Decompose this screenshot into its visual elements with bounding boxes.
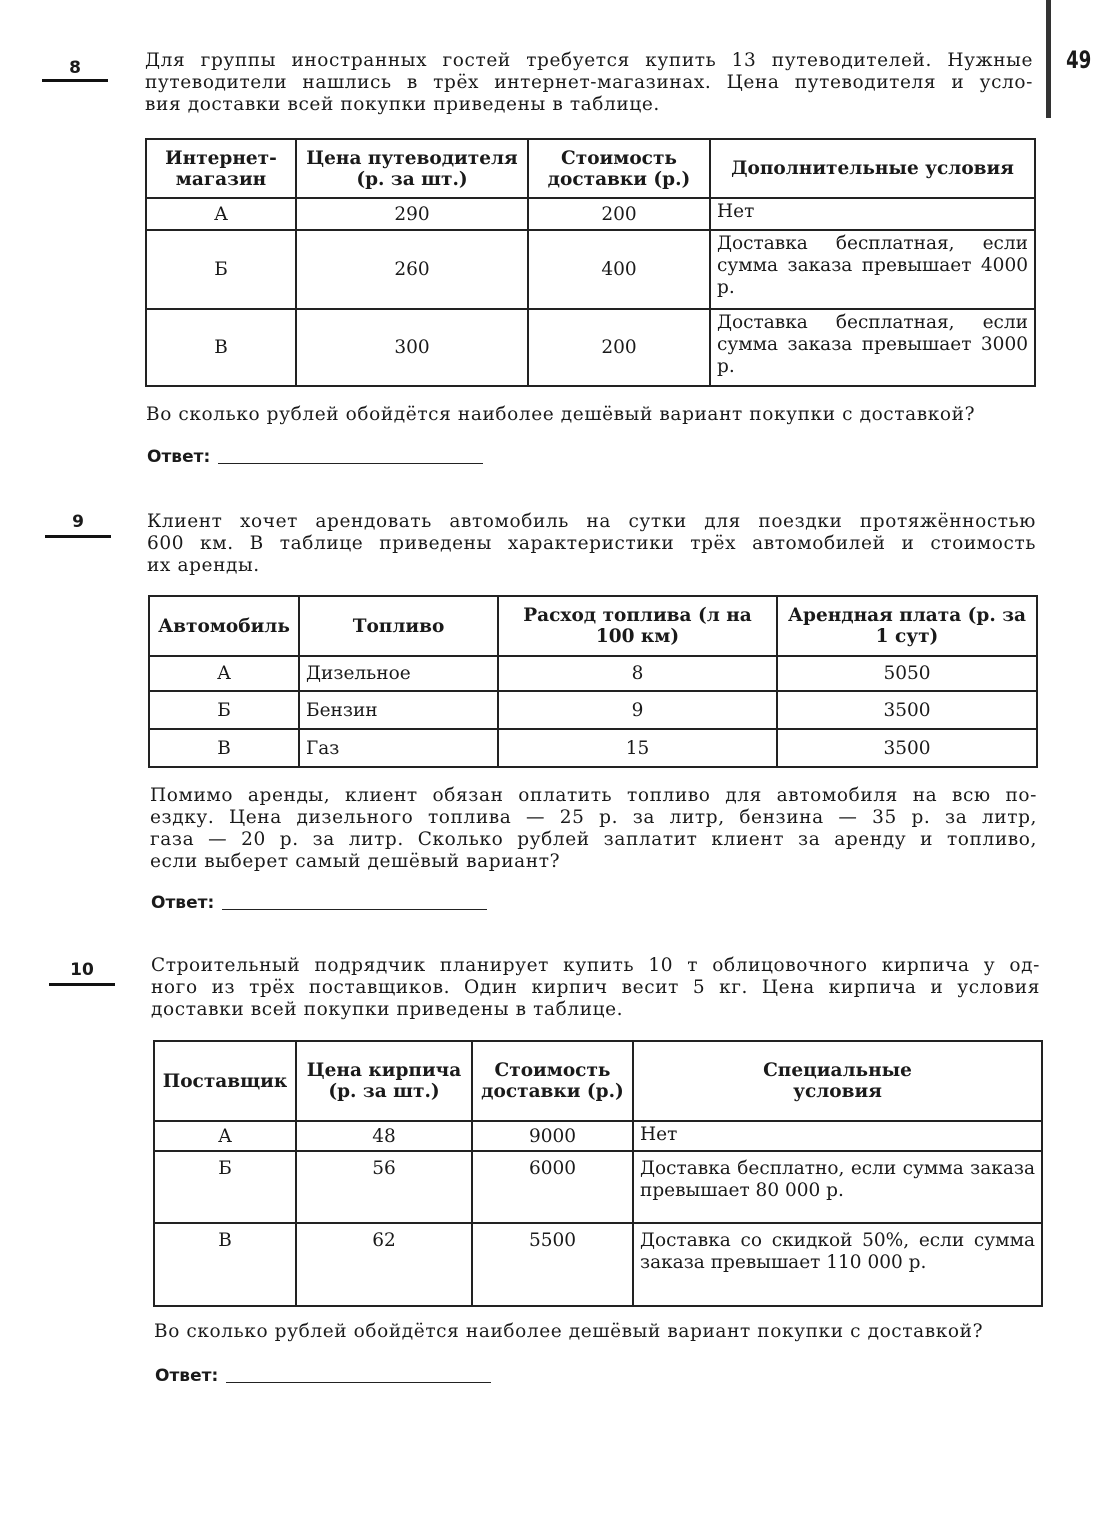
table-header: Интернет-магазин (146, 139, 296, 198)
table-cell: 48 (296, 1121, 472, 1151)
table-cell: Доставка бесплатная, если сумма заказа превышает 4000 р. (710, 230, 1035, 309)
question-text: Во сколько рублей обойдётся наиболее дешёвый вариант покупки с доставкой? (154, 1321, 984, 1342)
text-line: 600 км. В таблице приведены характеристики трёх автомобилей и стоимость (147, 533, 1036, 554)
question-text (150, 785, 1037, 873)
text-line: Строительный подрядчик планирует купить 10 т облицовочного кирпича у од- (151, 955, 1040, 976)
table-header: Дополнительные условия (710, 139, 1035, 198)
problem-text (151, 955, 1040, 1021)
answer-label: Ответ: (151, 893, 215, 913)
table-header: Специальные условия (633, 1041, 1042, 1121)
text-line: их аренды. (147, 555, 260, 576)
table-cell: А (146, 198, 296, 230)
answer-label: Ответ: (155, 1366, 219, 1386)
table-cell: 56 (296, 1151, 472, 1223)
answer-field[interactable] (147, 447, 483, 467)
text-line: ездку. Цена дизельного топлива — 25 р. за литр, бензина — 35 р. за литр, (150, 807, 1037, 828)
text-line: ного из трёх поставщиков. Один кирпич весит 5 кг. Цена кирпича и условия (151, 977, 1040, 998)
data-table (148, 595, 1038, 768)
text-line: доставки всей покупки приведены в таблице. (151, 999, 624, 1020)
text-line: газа — 20 р. за литр. Сколько рублей заплатит клиент за аренду и топливо, (150, 829, 1037, 850)
table-header: Топливо (299, 596, 498, 656)
table-row (154, 1151, 1042, 1223)
problem-number-rule (49, 983, 115, 986)
table-cell: Б (149, 691, 299, 729)
table-header: Арендная плата (р. за 1 сут) (777, 596, 1037, 656)
table-header: Поставщик (154, 1041, 296, 1121)
table-row (154, 1223, 1042, 1306)
problem-number: 10 (70, 960, 94, 980)
table-header: Стоимость доставки (р.) (528, 139, 710, 198)
table-cell: 8 (498, 656, 777, 691)
answer-field[interactable] (151, 893, 487, 913)
data-table (153, 1040, 1043, 1307)
text-line: вия доставки всей покупки приведены в таблице. (145, 94, 660, 115)
table-cell: 200 (528, 198, 710, 230)
text-line: путеводители нашлись в трёх интернет-магазинах. Цена путеводителя и усло- (145, 72, 1033, 93)
table-cell: Дизельное (299, 656, 498, 691)
table-row (149, 691, 1037, 729)
table-cell: 260 (296, 230, 528, 309)
table-cell: Газ (299, 729, 498, 767)
table-cell: Нет (633, 1121, 1042, 1151)
table-cell: 6000 (472, 1151, 633, 1223)
answer-line[interactable] (226, 1370, 491, 1383)
table-cell: А (154, 1121, 296, 1151)
table-cell: Бензин (299, 691, 498, 729)
table-cell: 5500 (472, 1223, 633, 1306)
table-header: Цена кирпича (р. за шт.) (296, 1041, 472, 1121)
table-cell: В (149, 729, 299, 767)
problem-number: 9 (72, 512, 84, 532)
text-line: Помимо аренды, клиент обязан оплатить топливо для автомобиля на всю по- (150, 785, 1037, 806)
page-number: 49 (1066, 46, 1092, 74)
text-line: если выберет самый дешёвый вариант? (150, 851, 561, 872)
problem-number-rule (45, 535, 111, 538)
table-cell: 200 (528, 309, 710, 386)
problem-text (145, 50, 1033, 116)
table-cell: 9000 (472, 1121, 633, 1151)
problem-number-rule (42, 79, 108, 82)
question-text: Во сколько рублей обойдётся наиболее дешёвый вариант покупки с доставкой? (146, 404, 976, 425)
table-row (146, 230, 1035, 309)
table-cell: 300 (296, 309, 528, 386)
table-header: Автомобиль (149, 596, 299, 656)
table-cell: 3500 (777, 691, 1037, 729)
table-cell: 62 (296, 1223, 472, 1306)
table-row (149, 656, 1037, 691)
table-header: Расход топлива (л на 100 км) (498, 596, 777, 656)
table-cell: 5050 (777, 656, 1037, 691)
table-cell: 3500 (777, 729, 1037, 767)
table-cell: Доставка со скидкой 50%, если сумма заказа превышает 110 000 р. (633, 1223, 1042, 1306)
table-header: Цена путеводителя (р. за шт.) (296, 139, 528, 198)
table-cell: А (149, 656, 299, 691)
table-cell: 15 (498, 729, 777, 767)
table-cell: Доставка бесплатная, если сумма заказа превышает 3000 р. (710, 309, 1035, 386)
table-cell: 400 (528, 230, 710, 309)
answer-label: Ответ: (147, 447, 211, 467)
problem-text (147, 511, 1036, 577)
table-cell: Доставка бесплатно, если сумма заказа превышает 80 000 р. (633, 1151, 1042, 1223)
text-line: Для группы иностранных гостей требуется купить 13 путеводителей. Нужные (145, 50, 1033, 71)
table-row (154, 1121, 1042, 1151)
table-cell: 9 (498, 691, 777, 729)
table-cell: Б (154, 1151, 296, 1223)
table-cell: В (154, 1223, 296, 1306)
answer-line[interactable] (222, 897, 487, 910)
problem-number: 8 (69, 58, 81, 78)
text-line: Клиент хочет арендовать автомобиль на сутки для поездки протяжённостью (147, 511, 1036, 532)
table-row (146, 309, 1035, 386)
answer-field[interactable] (155, 1366, 491, 1386)
table-cell: Нет (710, 198, 1035, 230)
table-header: Стоимость доставки (р.) (472, 1041, 633, 1121)
table-cell: В (146, 309, 296, 386)
table-row (149, 729, 1037, 767)
data-table (145, 138, 1036, 387)
table-row (146, 198, 1035, 230)
table-cell: Б (146, 230, 296, 309)
answer-line[interactable] (218, 451, 483, 464)
page-edge-bar (1046, 0, 1051, 118)
table-cell: 290 (296, 198, 528, 230)
